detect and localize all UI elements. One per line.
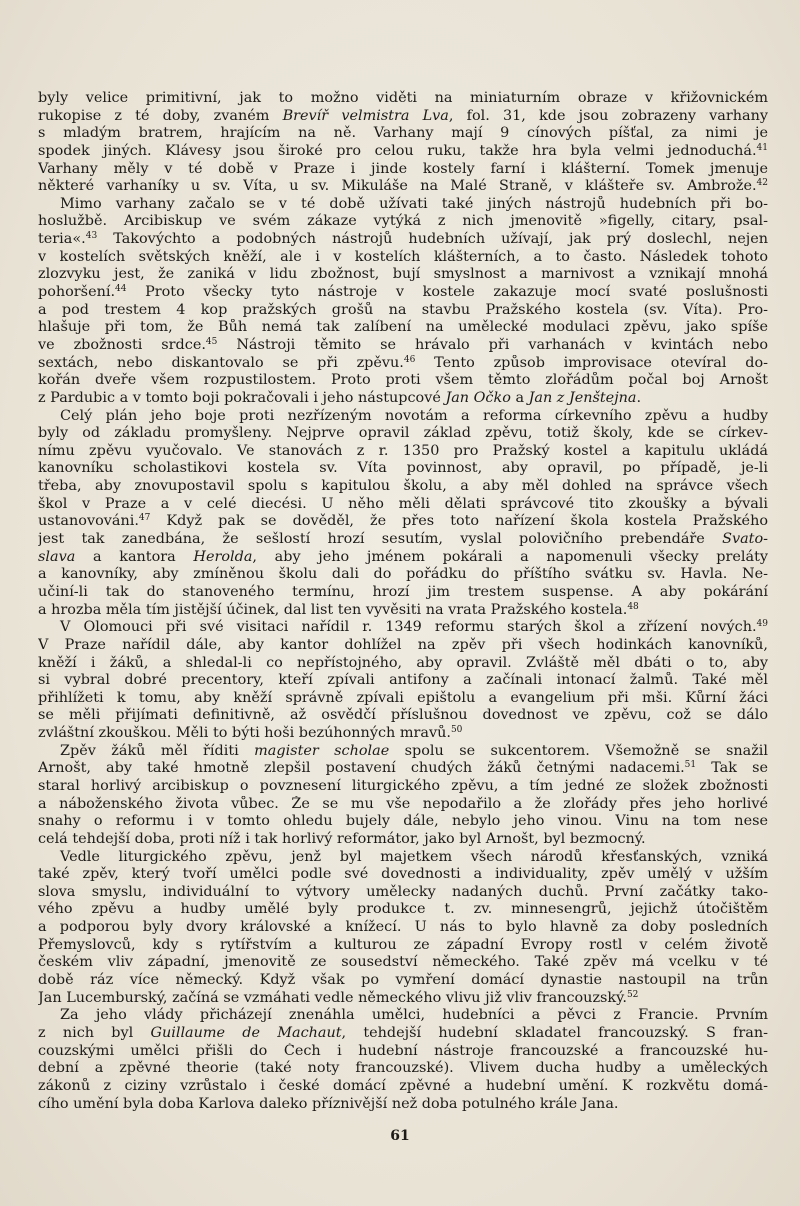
text-run: vého zpěvu a hudby umělé byly produkce t. zv. minnesengrů, jejichž útočištěm — [38, 901, 768, 918]
text-run: slova smyslu, individuální to výtvory umělecky nadaných duchů. První začátky tako- — [38, 883, 768, 900]
text-line — [38, 231, 768, 249]
text-line — [38, 849, 768, 867]
text-line — [38, 901, 768, 919]
text-run: hlašuje při tom, že Bůh nemá tak zalíbení na umělecké modulaci zpěvu, jako spíše — [38, 319, 768, 336]
text-run: teria«. — [38, 231, 86, 248]
text-run: nímu zpěvu vyučovalo. Ve stanovách z r. 1350 pro Pražský kostel a kapitulu ukládá — [38, 442, 768, 459]
text-run: hoslužbě. Arcibiskup ve svém zákaze vytýká z nich jmenovitě »figelly, citary, psal- — [38, 213, 768, 230]
text-line — [38, 460, 768, 478]
text-run: , aby jeho jménem pokárali a napomenuli všecky preláty — [252, 548, 768, 565]
text-run: . — [636, 389, 642, 406]
text-line — [38, 584, 768, 602]
text-run: z nich byl — [38, 1024, 151, 1041]
text-run: couzskými umělci přišli do Čech i hudební nástroje francouzské a francouzské hu- — [38, 1042, 768, 1059]
footnote-marker: 42 — [756, 178, 768, 189]
text-line — [38, 478, 768, 496]
text-line — [38, 796, 768, 814]
text-run: Jan Lucemburský, začíná se vzmáhati vedle německého vlivu již vliv francouzský. — [38, 989, 627, 1006]
text-run: učiní-li tak do stanoveného termínu, hrozí jim trestem suspense. A aby pokárání — [38, 583, 768, 600]
italic-text: Jan z Jenštejna — [528, 389, 637, 406]
text-run: Tento způsob improvisace otevíral do- — [415, 354, 768, 371]
text-run: Zpěv žáků měl říditi — [60, 742, 255, 759]
footnote-marker: 49 — [756, 619, 768, 630]
text-line — [38, 972, 768, 990]
text-run: a — [510, 389, 529, 406]
text-line — [38, 672, 768, 690]
text-run: v kostelích světských kněží, ale i v kostelích klášterních, a to často. Následek tohoto — [38, 248, 768, 265]
text-line — [38, 125, 768, 143]
text-run: zlozvyku jest, že zaniká v lidu zbožnost, bují smyslnost a marnivost a vznikají mnohá — [38, 266, 768, 283]
footnote-marker: 52 — [626, 989, 639, 1000]
text-line — [38, 178, 768, 196]
text-run: Přemyslovců, kdy s rytířstvím a kulturou ze západní Evropy rostl v celém životě — [38, 936, 768, 953]
text-run: dební a zpěvné theorie (také noty francouzské). Vlivem ducha hudby a uměleckých — [38, 1060, 768, 1077]
text-run: Nástroji těmito se hrávalo při varhanách v kvintách nebo — [217, 336, 768, 353]
text-line — [38, 284, 768, 302]
text-run: rukopise z té doby, zvaném — [38, 107, 283, 124]
footnote-marker: 46 — [403, 354, 416, 365]
text-line — [38, 390, 768, 408]
italic-text: Jan Očko — [445, 389, 511, 406]
text-run: byly velice primitivní, jak to možno viděti na miniaturním obraze v křižovnickém — [38, 90, 768, 106]
text-line — [38, 1043, 768, 1061]
text-line — [38, 866, 768, 884]
text-line — [38, 619, 768, 637]
italic-text: Brevíř velmistra Lva — [282, 107, 449, 124]
footnote-marker: 50 — [450, 725, 463, 736]
text-run: přihlížeti k tomu, aby kněží správně zpívali epištolu a evangelium při mši. Kůrní žáci — [38, 689, 768, 706]
text-run: době ráz více německý. Když však po vymření domácí dynastie nastoupil na trůn — [38, 972, 768, 989]
text-line — [38, 337, 768, 355]
footnote-marker: 41 — [756, 142, 768, 153]
text-line — [38, 1025, 768, 1043]
text-run: jest tak zanedbána, že sešlostí hrozí sesutím, vyslal polovičního prebendáře — [38, 531, 723, 548]
footnote-marker: 48 — [627, 601, 639, 612]
text-line — [38, 884, 768, 902]
text-line — [38, 919, 768, 937]
text-run: českém vliv západní, jmenovitě ze sousedství německého. Také zpěv má vcelku v té — [38, 954, 768, 971]
text-run: Celý plán jeho boje proti nezřízeným novotám a reforma církevního zpěvu a hudby — [60, 407, 768, 424]
footnote-marker: 51 — [684, 760, 697, 771]
footnote-marker: 43 — [85, 231, 98, 242]
text-run: celá tehdejší doba, proti níž i tak horlivý reformátor, jako byl Arnošt, byl bezmocný. — [38, 830, 646, 847]
text-run: spodek jiných. Klávesy jsou široké pro celou ruku, takže hra byla velmi jednoduchá. — [38, 142, 757, 159]
text-line — [38, 408, 768, 426]
text-run: z Pardubic a v tomto boji pokračovali i jeho nástupcové — [38, 389, 446, 406]
text-run: kořán dveře všem rozpustilostem. Proto proti všem těmto zlořádům počal boj Arnošt — [38, 372, 768, 389]
text-line — [38, 161, 768, 179]
text-line — [38, 1096, 768, 1114]
text-line — [38, 90, 768, 108]
text-run: , fol. 31, kde jsou zobrazeny varhany — [448, 107, 768, 124]
body-text — [38, 90, 768, 1113]
text-run: se měli přijímati definitivně, až osvědčí příslušnou dovednost ve zpěvu, což se dálo — [38, 707, 768, 724]
text-run: s mladým bratrem, hrajícím na ně. Varhany mají 9 cínových píšťal, za nimi je — [38, 125, 768, 142]
text-line — [38, 707, 768, 725]
text-run: Takovýchto a podobných nástrojů hudebních užívají, jak prý doslechl, nejen — [97, 231, 768, 248]
text-line — [38, 655, 768, 673]
text-run: a kanovníky, aby zmíněnou školu dali do pořádku do příštího svátku sv. Havla. Ne- — [38, 566, 768, 583]
text-line — [38, 496, 768, 514]
text-run: V Olomouci při své visitaci nařídil r. 1349 reformu starých škol a zřízení nových. — [60, 619, 757, 636]
text-line — [38, 990, 768, 1008]
text-line — [38, 778, 768, 796]
text-line — [38, 831, 768, 849]
italic-text: Guillaume de Machaut — [150, 1024, 342, 1041]
text-line — [38, 425, 768, 443]
text-line — [38, 213, 768, 231]
text-line — [38, 813, 768, 831]
text-line — [38, 937, 768, 955]
text-run: zvláštní zkouškou. Měli to býti hoši bezúhonných mravů. — [38, 725, 451, 742]
italic-text: Svato- — [722, 531, 768, 548]
italic-text: slava — [38, 548, 76, 565]
page-number: 61 — [390, 1128, 410, 1144]
text-run: sextách, nebo diskantovalo se při zpěvu. — [38, 354, 404, 371]
text-line — [38, 725, 768, 743]
text-line — [38, 266, 768, 284]
text-run: třeba, aby znovupostavil spolu s kapitulou školu, a aby měl dohled na správce všech — [38, 478, 768, 495]
text-line — [38, 355, 768, 373]
footnote-marker: 47 — [138, 513, 151, 524]
text-run: škol v Praze a v celé diecési. U něho měli dělati správcové tito zkoušky a bývali — [38, 495, 768, 512]
text-line — [38, 1078, 768, 1096]
text-run: a kantora — [75, 548, 194, 565]
text-line — [38, 566, 768, 584]
text-line — [38, 1007, 768, 1025]
text-line — [38, 690, 768, 708]
text-run: Když pak se dověděl, že přes toto nařízení škola kostela Pražského — [150, 513, 768, 530]
text-run: si vybral dobré precentory, kteří zpívali antifony a začínali intonací žalmů. Také měl — [38, 672, 768, 689]
text-run: ve zbožnosti srdce. — [38, 336, 206, 353]
text-line — [38, 143, 768, 161]
text-run: Tak se — [696, 760, 768, 777]
text-line — [38, 319, 768, 337]
text-line — [38, 302, 768, 320]
text-line — [38, 513, 768, 531]
footnote-marker: 44 — [115, 284, 127, 295]
text-run: cího umění byla doba Karlova daleko příznivější než doba potulného krále Jana. — [38, 1095, 619, 1112]
text-line — [38, 1060, 768, 1078]
text-run: také zpěv, který tvoří umělci podle své dovednosti a individuality, zpěv umělý v užším — [38, 866, 768, 883]
text-line — [38, 531, 768, 549]
text-line — [38, 549, 768, 567]
text-run: kněží i žáků, a shledal-li co nepřístojného, aby opravil. Zvláště měl dbáti o to, aby — [38, 654, 768, 671]
text-run: snahy o reformu i v tomto ohledu bujely dále, nebylo jeho vinou. Vinu na tom nese — [38, 813, 768, 830]
text-run: , tehdejší hudební skladatel francouzský. S fran- — [341, 1024, 768, 1041]
text-run: staral horlivý arcibiskup o povznesení liturgického zpěvu, a tím jedné ze složek zbožnosti — [38, 777, 768, 794]
text-line — [38, 637, 768, 655]
text-run: pohoršení. — [38, 284, 116, 301]
text-run: a náboženského života vůbec. Že se mu vše nepodařilo a že zlořády přes jeho horlivé — [38, 795, 768, 812]
italic-text: magister scholae — [254, 742, 390, 759]
text-run: kanovníku scholastikovi kostela sv. Víta povinnost, aby opravil, po případě, je-li — [38, 460, 768, 477]
text-run: Mimo varhany začalo se v té době užívati také jiných nástrojů hudebních při bo- — [60, 195, 768, 212]
text-line — [38, 602, 768, 620]
text-run: Proto všecky tyto nástroje v kostele zakazuje mocí svaté poslušnosti — [126, 284, 768, 301]
text-line — [38, 108, 768, 126]
footnote-marker: 45 — [205, 336, 218, 347]
text-run: Za jeho vlády přicházejí znenáhla umělci, hudebníci a pěvci z Francie. Prvním — [60, 1007, 768, 1024]
text-run: a pod trestem 4 kop pražských grošů na stavbu Pražského kostela (sv. Víta). Pro- — [38, 301, 768, 318]
text-run: spolu se sukcentorem. Všemožně se snažil — [389, 742, 768, 759]
italic-text: Herolda — [193, 548, 253, 565]
text-line — [38, 372, 768, 390]
text-line — [38, 954, 768, 972]
text-run: a hrozba měla tím jistější účinek, dal list ten vyvěsiti na vrata Pražského kostela. — [38, 601, 628, 618]
text-line — [38, 443, 768, 461]
text-run: ustanovováni. — [38, 513, 139, 530]
text-run: některé varhaníky u sv. Víta, u sv. Mikuláše na Malé Straně, v klášteře sv. Ambrože. — [38, 178, 757, 195]
text-line — [38, 196, 768, 214]
text-line — [38, 743, 768, 761]
text-run: V Praze nařídil dále, aby kantor dohlížel na zpěv při všech hodinkách kanovníků, — [38, 636, 768, 653]
text-run: byly od základu promyšleny. Nejprve opravil základ zpěvu, totiž školy, kde se církev- — [38, 425, 768, 442]
text-run: Arnošt, aby také hmotně zlepšil postavení chudých žáků četnými nadacemi. — [38, 760, 685, 777]
text-line — [38, 760, 768, 778]
text-run: Varhany měly v té době v Praze i jinde kostely farní i klášterní. Tomek jmenuje — [38, 160, 768, 177]
text-run: a podporou byly dvory královské a knížecí. U nás to bylo hlavně za doby posledních — [38, 919, 768, 936]
text-run: zákonů z ciziny vzrůstalo i české domácí zpěvné a hudební umění. K rozkvětu domá- — [38, 1077, 768, 1094]
text-run: Vedle liturgického zpěvu, jenž byl majetkem všech národů křesťanských, vzniká — [60, 848, 768, 865]
text-line — [38, 249, 768, 267]
